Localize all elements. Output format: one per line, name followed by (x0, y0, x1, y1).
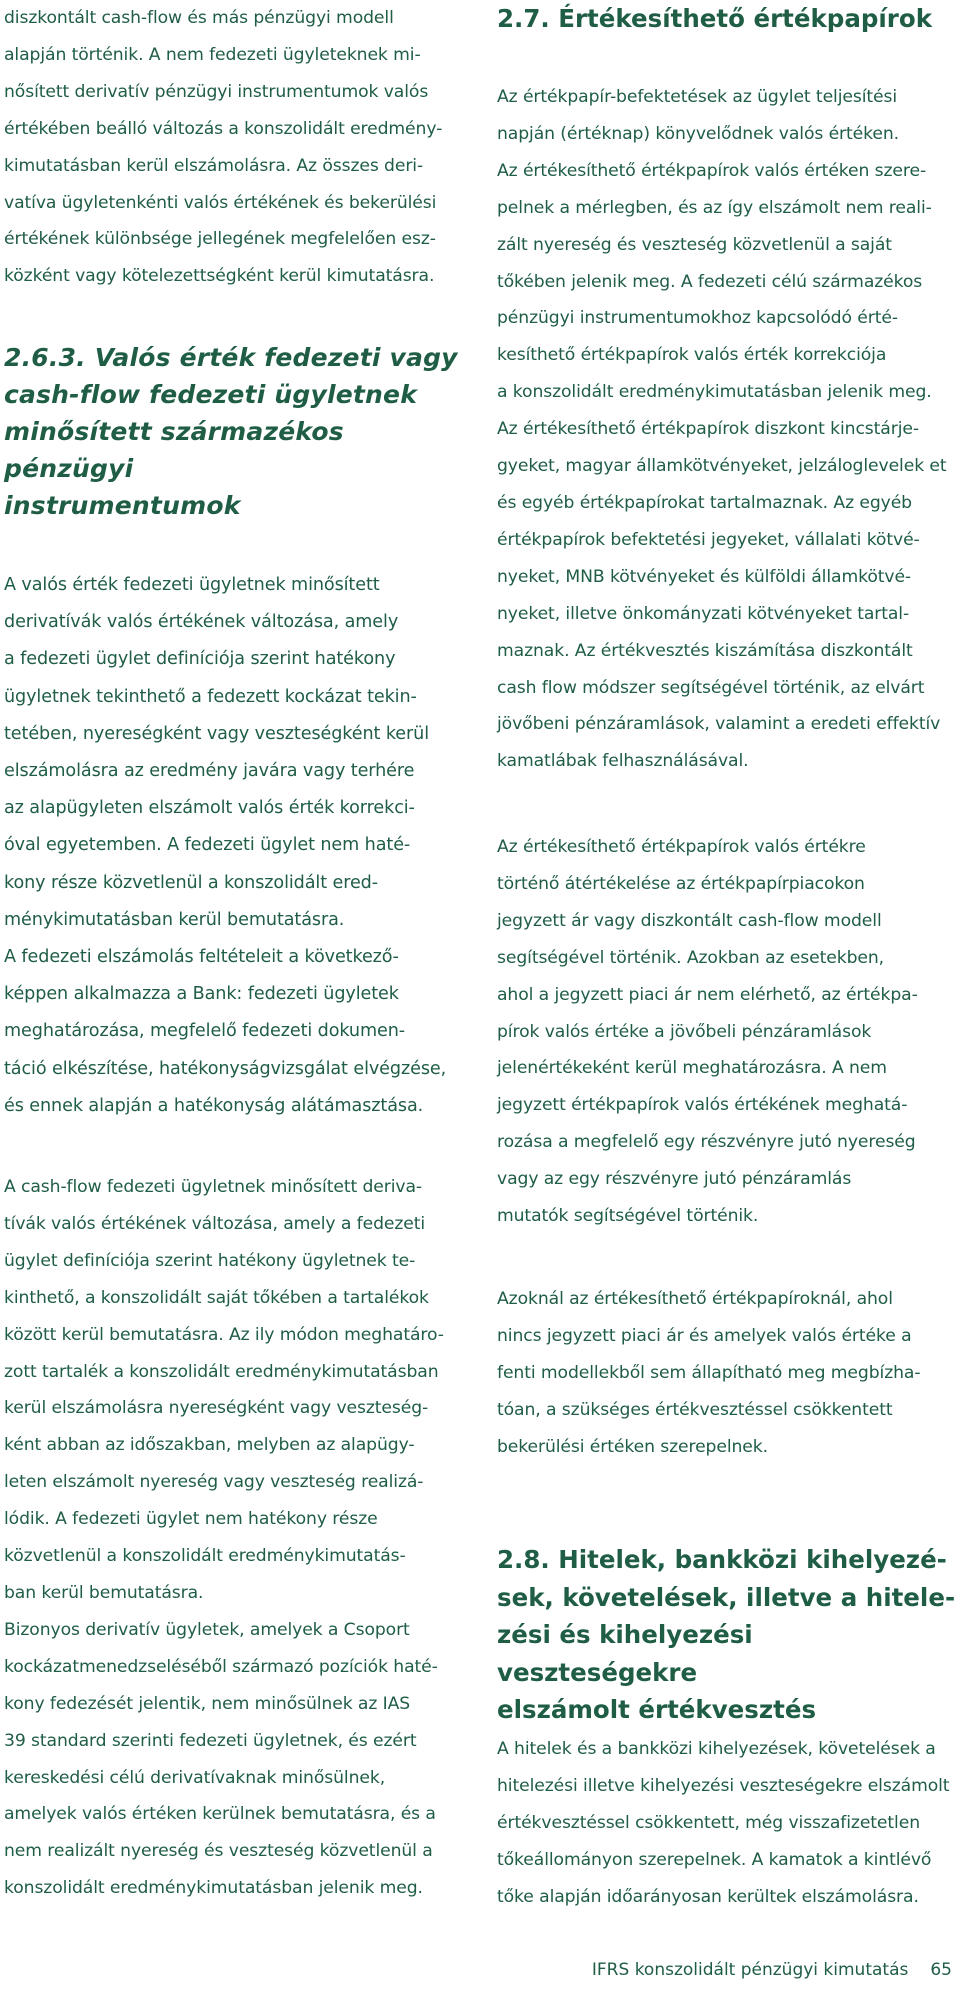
securities-paragraph-2: Az értékesíthető értékpapírok valós értékre történő átértékelése az értékpapírpiacokon jegyzett ár vagy diszkontált cash-flow modell segítségével történik. Azokban az esetekben, ahol a jegyzett piaci ár nem elérhető, az értékpa- pírok valós értéke a jövőbeli pénzáramlások jelenértékeként kerül meghatározásra. A nem jegyzett értékpapírok valós értékének meghatá- rozása a megfelelő egy részvényre jutó nyereség vagy az egy részvényre jutó pénzáramlás mutatók segítségével történik. (497, 837, 918, 1227)
securities-paragraph-3: Azoknál az értékesíthető értékpapíroknál, ahol nincs jegyzett piaci ár és amelyek valós értéke a fenti modellekből sem állapítható meg megbízha- tóan, a szükséges értékvesztéssel csökkentett bekerülési értéken szerepelnek. (497, 1289, 921, 1457)
section-heading-2-8: 2.8. Hitelek, bankközi kihelyezé- sek, követelések, illetve a hitele- zési és kihelyezési veszteségekre elszámolt értékvesztés (497, 1545, 956, 1724)
fair-value-hedge-paragraph: A valós érték fedezeti ügyletnek minősített derivatívák valós értékének változása, amely a fedezeti ügylet definíciója szerint hatékony ügyletnek tekinthető a fedezett kockázat tekin- tetében, nyereségként vagy veszteségként kerül elszámolásra az eredmény javára vagy terhére az alapügyleten elszámolt valós érték korrekci- óval egyetemben. A fedezeti ügylet nem haté- kony része közvetlenül a konszolidált ered- ménykimutatásban kerül bemutatásra. A fedezeti elszámolás feltételeit a következő- képpen alkalmazza a Bank: fedezeti ügyletek meghatározása, megfelelő fedezeti dokumen- táció elkészítése, hatékonyságvizsgálat elvégzése, és ennek alapján a hatékonyság alátámasztása. (4, 575, 447, 1116)
footer-title: IFRS konszolidált pénzügyi kimutatás (591, 1960, 909, 1980)
section-heading-2-6-3: 2.6.3. Valós érték fedezeti vagy cash-flow fedezeti ügyletnek minősített származékos pénzügyi instrumentumok (4, 343, 458, 520)
securities-paragraph-1: Az értékpapír-befektetések az ügylet teljesítési napján (értéknap) könyvelődnek valós értéken. Az értékesíthető értékpapírok valós értéken szere- pelnek a mérlegben, és az így elszámolt nem reali- zált nyereség és veszteség közvetlenül a saját tőkében jelenik meg. A fedezeti célú származékos pénzügyi instrumentumokhoz kapcsolódó érté- kesíthető értékpapírok valós érték korrekciója a konszolidált eredménykimutatásban jelenik meg. Az értékesíthető értékpapírok diszkont kincstárje- gyeket, magyar államkötvényeket, jelzáloglevelek et és egyéb értékpapírokat tartalmaznak. Az egyéb értékpapírok befektetési jegyeket, vállalati kötvé- nyeket, MNB kötvényeket és külföldi államkötvé- nyeket, illetve önkományzati kötvényeket tartal- maznak. Az értékvesztés kiszámítása diszkontált cash flow módszer segítségével történik, az elvárt jövőbeni pénzáramlások, valamint a eredeti effektív kamatlábak felhasználásával. (497, 87, 947, 772)
intro-paragraph: diszkontált cash-flow és más pénzügyi modell alapján történik. A nem fedezeti ügyleteknek mi- nősített derivatív pénzügyi instrumentumok valós értékében beálló változás a konszolidált eredmény- kimutatásban kerül elszámolásra. Az összes deri- vatíva ügyletenkénti valós értékének és bekerülési értékének különbsége jellegének megfelelően esz- közként vagy kötelezettségként kerül kimutatásra. (4, 8, 443, 287)
cash-flow-hedge-paragraph: A cash-flow fedezeti ügyletnek minősített deriva- tívák valós értékének változása, amely a fedezeti ügylet definíciója szerint hatékony ügyletnek te- kinthető, a konszolidált saját tőkében a tartalékok között kerül bemutatásra. Az ily módon meghatáro- zott tartalék a konszolidált eredménykimutatásban kerül elszámolásra nyereségként vagy veszteség- ként abban az időszakban, melyben az alapügy- leten elszámolt nyereség vagy veszteség realizá- lódik. A fedezeti ügylet nem hatékony része közvetlenül a konszolidált eredménykimutatás- ban kerül bemutatásra. Bizonyos derivatív ügyletek, amelyek a Csoport kockázatmenedzseléséből származó pozíciók haté- kony fedezését jelentik, nem minősülnek az IAS 39 standard szerinti fedezeti ügyletnek, és ezért kereskedési célú derivatívaknak minősülnek, amelyek valós értéken kerülnek bemutatásra, és a nem realizált nyereség és veszteség közvetlenül a konszolidált eredménykimutatásban jelenik meg. (4, 1177, 444, 1899)
page-footer (592, 1960, 952, 1980)
page-number: 65 (930, 1960, 952, 1980)
loans-paragraph: A hitelek és a bankközi kihelyezések, követelések a hitelezési illetve kihelyezési veszteségekre elszámolt értékvesztéssel csökkentett, még visszafizetetlen tőkeállományon szerepelnek. A kamatok a kintlévő tőke alapján időarányosan kerültek elszámolásra. (497, 1739, 950, 1907)
section-heading-2-7: 2.7. Értékesíthető értékpapírok (497, 4, 932, 33)
